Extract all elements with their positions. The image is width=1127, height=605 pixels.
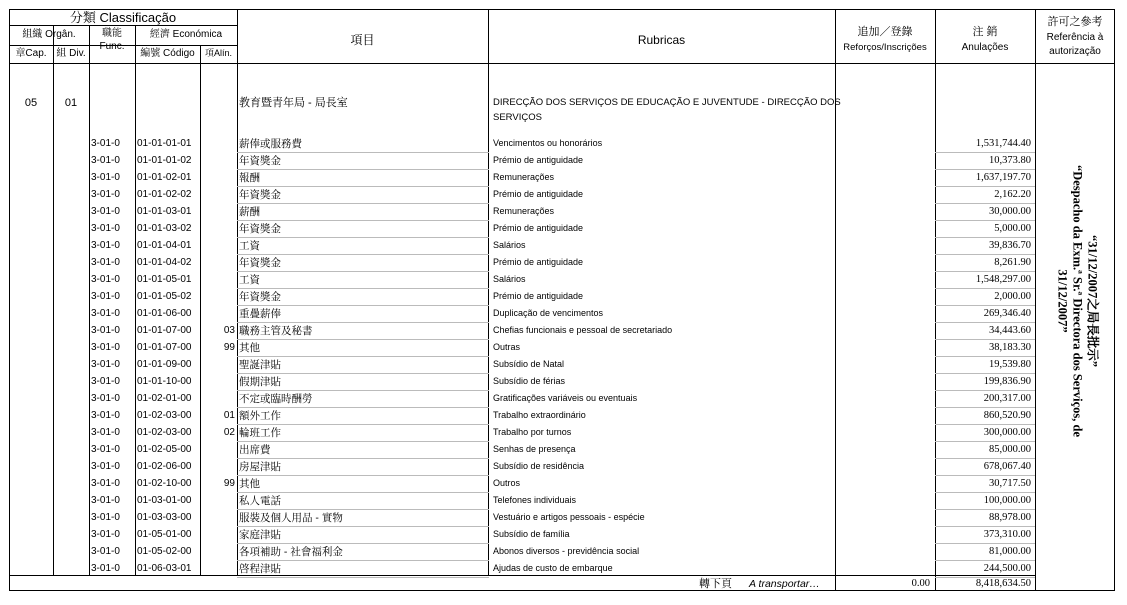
row-codigo: 01-05-02-00 bbox=[137, 546, 192, 557]
row-separator bbox=[237, 526, 489, 527]
row-codigo: 01-02-03-00 bbox=[137, 427, 192, 438]
row-anulacao: 244,500.00 bbox=[983, 563, 1031, 574]
row-func: 3-01-0 bbox=[91, 512, 120, 523]
col-rule-alin bbox=[237, 9, 238, 575]
row-alin: 99 bbox=[223, 478, 235, 489]
row-separator bbox=[237, 169, 489, 170]
row-separator bbox=[237, 441, 489, 442]
row-codigo: 01-01-05-01 bbox=[137, 274, 192, 285]
row-rubrica-pt: Subsídio de residência bbox=[493, 461, 585, 471]
row-item-zh: 出席費 bbox=[239, 444, 271, 456]
row-codigo: 01-01-04-02 bbox=[137, 257, 192, 268]
row-separator bbox=[237, 560, 489, 561]
row-codigo: 01-01-07-00 bbox=[137, 325, 192, 336]
header-alin: 項Alín. bbox=[204, 48, 232, 58]
row-item-zh: 年資獎金 bbox=[239, 223, 281, 235]
row-func: 3-01-0 bbox=[91, 291, 120, 302]
header-rubricas: Rubricas bbox=[637, 33, 686, 47]
row-anulacao: 39,836.70 bbox=[989, 240, 1031, 251]
row-func: 3-01-0 bbox=[91, 461, 120, 472]
row-codigo: 01-02-10-00 bbox=[137, 478, 192, 489]
header-economica: 經濟 Económica bbox=[149, 29, 223, 40]
row-item-zh: 輪班工作 bbox=[239, 427, 281, 439]
row-amount-separator bbox=[935, 271, 1035, 272]
row-func: 3-01-0 bbox=[91, 274, 120, 285]
anulacoes-total: 8,418,634.50 bbox=[975, 578, 1031, 589]
row-func: 3-01-0 bbox=[91, 325, 120, 336]
border-right bbox=[1114, 9, 1115, 591]
row-separator bbox=[237, 543, 489, 544]
row-separator bbox=[237, 305, 489, 306]
row-item-zh: 薪酬 bbox=[239, 206, 260, 218]
header-div: 組 Div. bbox=[56, 48, 86, 59]
row-amount-separator bbox=[935, 322, 1035, 323]
row-rubrica-pt: Prémio de antiguidade bbox=[493, 155, 584, 165]
row-anulacao: 200,317.00 bbox=[983, 393, 1031, 404]
row-separator bbox=[237, 356, 489, 357]
header-bottom-rule bbox=[9, 63, 1115, 64]
row-anulacao: 38,183.30 bbox=[989, 342, 1031, 353]
row-amount-separator bbox=[935, 220, 1035, 221]
header-reforcos-pt: Reforços/Inscrições bbox=[843, 42, 927, 53]
row-item-zh: 房屋津貼 bbox=[239, 461, 281, 473]
row-codigo: 01-06-03-01 bbox=[137, 563, 192, 574]
row-func: 3-01-0 bbox=[91, 138, 120, 149]
row-anulacao: 300,000.00 bbox=[983, 427, 1031, 438]
row-item-zh: 額外工作 bbox=[239, 410, 281, 422]
row-item-zh: 年資獎金 bbox=[239, 257, 281, 269]
row-alin: 02 bbox=[223, 427, 235, 438]
col-rule-anulacoes bbox=[1035, 9, 1036, 591]
row-anulacao: 30,000.00 bbox=[989, 206, 1031, 217]
row-anulacao: 678,067.40 bbox=[983, 461, 1031, 472]
row-codigo: 01-01-05-02 bbox=[137, 291, 192, 302]
row-codigo: 01-01-02-01 bbox=[137, 172, 192, 183]
dept-name-pt-1: DIRECÇÃO DOS SERVIÇOS DE EDUCAÇÃO E JUVENTUDE - DIRECÇÃO DOS bbox=[493, 97, 841, 108]
col-rule-func bbox=[135, 25, 136, 575]
row-codigo: 01-01-03-02 bbox=[137, 223, 192, 234]
dept-name-pt-2: SERVIÇOS bbox=[493, 112, 542, 123]
row-func: 3-01-0 bbox=[91, 172, 120, 183]
row-separator bbox=[237, 492, 489, 493]
row-codigo: 01-01-04-01 bbox=[137, 240, 192, 251]
row-anulacao: 199,836.90 bbox=[983, 376, 1031, 387]
row-rubrica-pt: Prémio de antiguidade bbox=[493, 223, 584, 233]
row-func: 3-01-0 bbox=[91, 359, 120, 370]
row-rubrica-pt: Prémio de antiguidade bbox=[493, 189, 584, 199]
row-amount-separator bbox=[935, 186, 1035, 187]
authorization-reference bbox=[1053, 164, 1101, 438]
col-rule-item bbox=[488, 9, 489, 575]
row-anulacao: 373,310.00 bbox=[983, 529, 1031, 540]
row-anulacao: 2,162.20 bbox=[994, 189, 1031, 200]
transport-label-zh: 轉下頁 bbox=[699, 578, 732, 590]
row-separator bbox=[237, 237, 489, 238]
row-amount-separator bbox=[935, 526, 1035, 527]
header-organica: 組織 Orgân. bbox=[22, 29, 76, 40]
row-anulacao: 81,000.00 bbox=[989, 546, 1031, 557]
row-anulacao: 1,548,297.00 bbox=[975, 274, 1031, 285]
row-codigo: 01-01-01-02 bbox=[137, 155, 192, 166]
row-rubrica-pt: Ajudas de custo de embarque bbox=[493, 563, 613, 573]
row-rubrica-pt: Remunerações bbox=[493, 172, 555, 182]
row-amount-separator bbox=[935, 390, 1035, 391]
row-anulacao: 1,637,197.70 bbox=[975, 172, 1031, 183]
border-left bbox=[9, 9, 10, 591]
row-item-zh: 年資獎金 bbox=[239, 291, 281, 303]
row-separator bbox=[237, 424, 489, 425]
row-item-zh: 年資獎金 bbox=[239, 155, 281, 167]
row-func: 3-01-0 bbox=[91, 563, 120, 574]
row-codigo: 01-01-09-00 bbox=[137, 359, 192, 370]
row-item-zh: 報酬 bbox=[239, 172, 260, 184]
row-rubrica-pt: Subsídio de Natal bbox=[493, 359, 565, 369]
row-func: 3-01-0 bbox=[91, 223, 120, 234]
row-func: 3-01-0 bbox=[91, 427, 120, 438]
row-codigo: 01-02-06-00 bbox=[137, 461, 192, 472]
row-codigo: 01-02-03-00 bbox=[137, 410, 192, 421]
row-separator bbox=[237, 509, 489, 510]
row-item-zh: 工資 bbox=[239, 240, 260, 252]
row-rubrica-pt: Subsídio de família bbox=[493, 529, 570, 539]
row-amount-separator bbox=[935, 543, 1035, 544]
authorization-line-1: “31/12/2007之局長批示” bbox=[1085, 235, 1100, 367]
row-anulacao: 19,539.80 bbox=[989, 359, 1031, 370]
row-codigo: 01-01-03-01 bbox=[137, 206, 192, 217]
budget-sheet bbox=[9, 9, 1115, 591]
row-codigo: 01-03-03-00 bbox=[137, 512, 192, 523]
row-anulacao: 34,443.60 bbox=[989, 325, 1031, 336]
dept-name-zh: 教育暨青年局 - 局長室 bbox=[239, 97, 348, 109]
row-separator bbox=[237, 322, 489, 323]
row-item-zh: 聖誕津貼 bbox=[239, 359, 281, 371]
row-amount-separator bbox=[935, 288, 1035, 289]
row-item-zh: 其他 bbox=[239, 478, 260, 490]
row-amount-separator bbox=[935, 475, 1035, 476]
row-item-zh: 家庭津貼 bbox=[239, 529, 281, 541]
row-rubrica-pt: Prémio de antiguidade bbox=[493, 257, 584, 267]
row-anulacao: 8,261.90 bbox=[994, 257, 1031, 268]
row-amount-separator bbox=[935, 356, 1035, 357]
row-separator bbox=[237, 339, 489, 340]
row-codigo: 01-01-10-00 bbox=[137, 376, 192, 387]
header-ref-pt2: autorização bbox=[1049, 46, 1101, 57]
row-rubrica-pt: Duplicação de vencimentos bbox=[493, 308, 604, 318]
row-func: 3-01-0 bbox=[91, 393, 120, 404]
header-classificacao: 分類 Classificação bbox=[69, 10, 177, 25]
authorization-line-3: 31/12/2007” bbox=[1055, 269, 1070, 333]
row-amount-separator bbox=[935, 152, 1035, 153]
row-codigo: 01-01-01-01 bbox=[137, 138, 192, 149]
row-anulacao: 88,978.00 bbox=[989, 512, 1031, 523]
row-anulacao: 85,000.00 bbox=[989, 444, 1031, 455]
row-amount-separator bbox=[935, 492, 1035, 493]
row-codigo: 01-01-06-00 bbox=[137, 308, 192, 319]
row-item-zh: 私人電話 bbox=[239, 495, 281, 507]
row-separator bbox=[237, 203, 489, 204]
row-func: 3-01-0 bbox=[91, 529, 120, 540]
row-rubrica-pt: Outras bbox=[493, 342, 521, 352]
header-rule-1 bbox=[9, 25, 237, 26]
row-codigo: 01-02-01-00 bbox=[137, 393, 192, 404]
row-rubrica-pt: Vestuário e artigos pessoais - espécie bbox=[493, 512, 645, 522]
authorization-line-2: “Despacho da Exm.ª Sr.ª Directora dos Serviços, de bbox=[1070, 164, 1085, 438]
row-separator bbox=[237, 254, 489, 255]
row-func: 3-01-0 bbox=[91, 257, 120, 268]
row-codigo: 01-01-07-00 bbox=[137, 342, 192, 353]
row-anulacao: 860,520.90 bbox=[983, 410, 1031, 421]
row-codigo: 01-05-01-00 bbox=[137, 529, 192, 540]
row-separator bbox=[237, 458, 489, 459]
row-amount-separator bbox=[935, 305, 1035, 306]
row-item-zh: 薪俸或服務費 bbox=[239, 138, 302, 150]
row-anulacao: 2,000.00 bbox=[994, 291, 1031, 302]
dept-div: 01 bbox=[64, 97, 78, 109]
row-alin: 01 bbox=[223, 410, 235, 421]
row-func: 3-01-0 bbox=[91, 308, 120, 319]
row-rubrica-pt: Vencimentos ou honorários bbox=[493, 138, 603, 148]
row-rubrica-pt: Prémio de antiguidade bbox=[493, 291, 584, 301]
row-separator bbox=[237, 271, 489, 272]
row-rubrica-pt: Outros bbox=[493, 478, 521, 488]
header-reforcos-zh: 追加／登錄 bbox=[857, 26, 913, 38]
row-separator bbox=[237, 220, 489, 221]
row-rubrica-pt: Gratificações variáveis ou eventuais bbox=[493, 393, 638, 403]
row-func: 3-01-0 bbox=[91, 376, 120, 387]
row-separator bbox=[237, 475, 489, 476]
row-func: 3-01-0 bbox=[91, 444, 120, 455]
row-amount-separator bbox=[935, 458, 1035, 459]
col-rule-div bbox=[89, 25, 90, 575]
row-amount-separator bbox=[935, 509, 1035, 510]
row-func: 3-01-0 bbox=[91, 478, 120, 489]
row-anulacao: 5,000.00 bbox=[994, 223, 1031, 234]
header-cap: 章Cap. bbox=[15, 48, 47, 59]
row-func: 3-01-0 bbox=[91, 240, 120, 251]
row-codigo: 01-03-01-00 bbox=[137, 495, 192, 506]
row-item-zh: 啓程津貼 bbox=[239, 563, 281, 575]
row-item-zh: 職務主管及秘書 bbox=[239, 325, 313, 337]
row-separator bbox=[237, 390, 489, 391]
row-func: 3-01-0 bbox=[91, 189, 120, 200]
row-separator bbox=[237, 577, 489, 578]
row-separator bbox=[237, 407, 489, 408]
row-amount-separator bbox=[935, 203, 1035, 204]
row-anulacao: 1,531,744.40 bbox=[975, 138, 1031, 149]
row-separator bbox=[237, 152, 489, 153]
row-rubrica-pt: Trabalho extraordinário bbox=[493, 410, 586, 420]
row-func: 3-01-0 bbox=[91, 410, 120, 421]
row-item-zh: 重疊薪俸 bbox=[239, 308, 281, 320]
row-amount-separator bbox=[935, 169, 1035, 170]
row-amount-separator bbox=[935, 373, 1035, 374]
row-anulacao: 10,373.80 bbox=[989, 155, 1031, 166]
row-rubrica-pt: Subsídio de férias bbox=[493, 376, 566, 386]
row-func: 3-01-0 bbox=[91, 495, 120, 506]
border-bottom bbox=[9, 590, 1115, 591]
row-anulacao: 269,346.40 bbox=[983, 308, 1031, 319]
row-separator bbox=[237, 186, 489, 187]
row-alin: 99 bbox=[223, 342, 235, 353]
row-rubrica-pt: Trabalho por turnos bbox=[493, 427, 572, 437]
dept-cap: 05 bbox=[24, 97, 38, 109]
row-codigo: 01-02-05-00 bbox=[137, 444, 192, 455]
row-separator bbox=[237, 288, 489, 289]
header-func-zh: 職能 bbox=[102, 28, 122, 39]
row-codigo: 01-01-02-02 bbox=[137, 189, 192, 200]
row-amount-separator bbox=[935, 339, 1035, 340]
row-anulacao: 100,000.00 bbox=[983, 495, 1031, 506]
row-amount-separator bbox=[935, 424, 1035, 425]
row-amount-separator bbox=[935, 407, 1035, 408]
row-item-zh: 假期津貼 bbox=[239, 376, 281, 388]
row-func: 3-01-0 bbox=[91, 155, 120, 166]
footer-rule bbox=[9, 575, 1035, 576]
row-func: 3-01-0 bbox=[91, 546, 120, 557]
row-item-zh: 工資 bbox=[239, 274, 260, 286]
row-amount-separator bbox=[935, 237, 1035, 238]
header-ref-zh: 許可之參考 bbox=[1047, 16, 1103, 28]
row-item-zh: 服裝及個人用品 - 實物 bbox=[239, 512, 343, 524]
row-amount-separator bbox=[935, 254, 1035, 255]
reforcos-total: 0.00 bbox=[911, 578, 930, 589]
row-rubrica-pt: Senhas de presença bbox=[493, 444, 576, 454]
row-item-zh: 各項補助 - 社會福利金 bbox=[239, 546, 343, 558]
transport-label-pt: A transportar… bbox=[749, 578, 820, 590]
row-rubrica-pt: Remunerações bbox=[493, 206, 555, 216]
header-func-pt: Func. bbox=[99, 41, 125, 52]
row-separator bbox=[237, 373, 489, 374]
header-ref-pt1: Referência à bbox=[1046, 32, 1104, 43]
row-rubrica-pt: Salários bbox=[493, 274, 526, 284]
header-anulacoes-zh: 注 銷 bbox=[972, 26, 998, 38]
header-item: 項目 bbox=[350, 33, 375, 47]
header-anulacoes-pt: Anulações bbox=[961, 42, 1009, 53]
row-rubrica-pt: Salários bbox=[493, 240, 526, 250]
row-func: 3-01-0 bbox=[91, 342, 120, 353]
row-item-zh: 其他 bbox=[239, 342, 260, 354]
row-amount-separator bbox=[935, 560, 1035, 561]
row-amount-separator bbox=[935, 441, 1035, 442]
row-anulacao: 30,717.50 bbox=[989, 478, 1031, 489]
row-rubrica-pt: Telefones individuais bbox=[493, 495, 577, 505]
row-func: 3-01-0 bbox=[91, 206, 120, 217]
row-rubrica-pt: Abonos diversos - previdência social bbox=[493, 546, 640, 556]
col-rule-codigo bbox=[200, 45, 201, 575]
header-codigo: 編號 Código bbox=[140, 48, 195, 59]
row-item-zh: 不定或臨時酬勞 bbox=[239, 393, 313, 405]
row-rubrica-pt: Chefias funcionais e pessoal de secretariado bbox=[493, 325, 673, 335]
row-alin: 03 bbox=[223, 325, 235, 336]
row-item-zh: 年資獎金 bbox=[239, 189, 281, 201]
